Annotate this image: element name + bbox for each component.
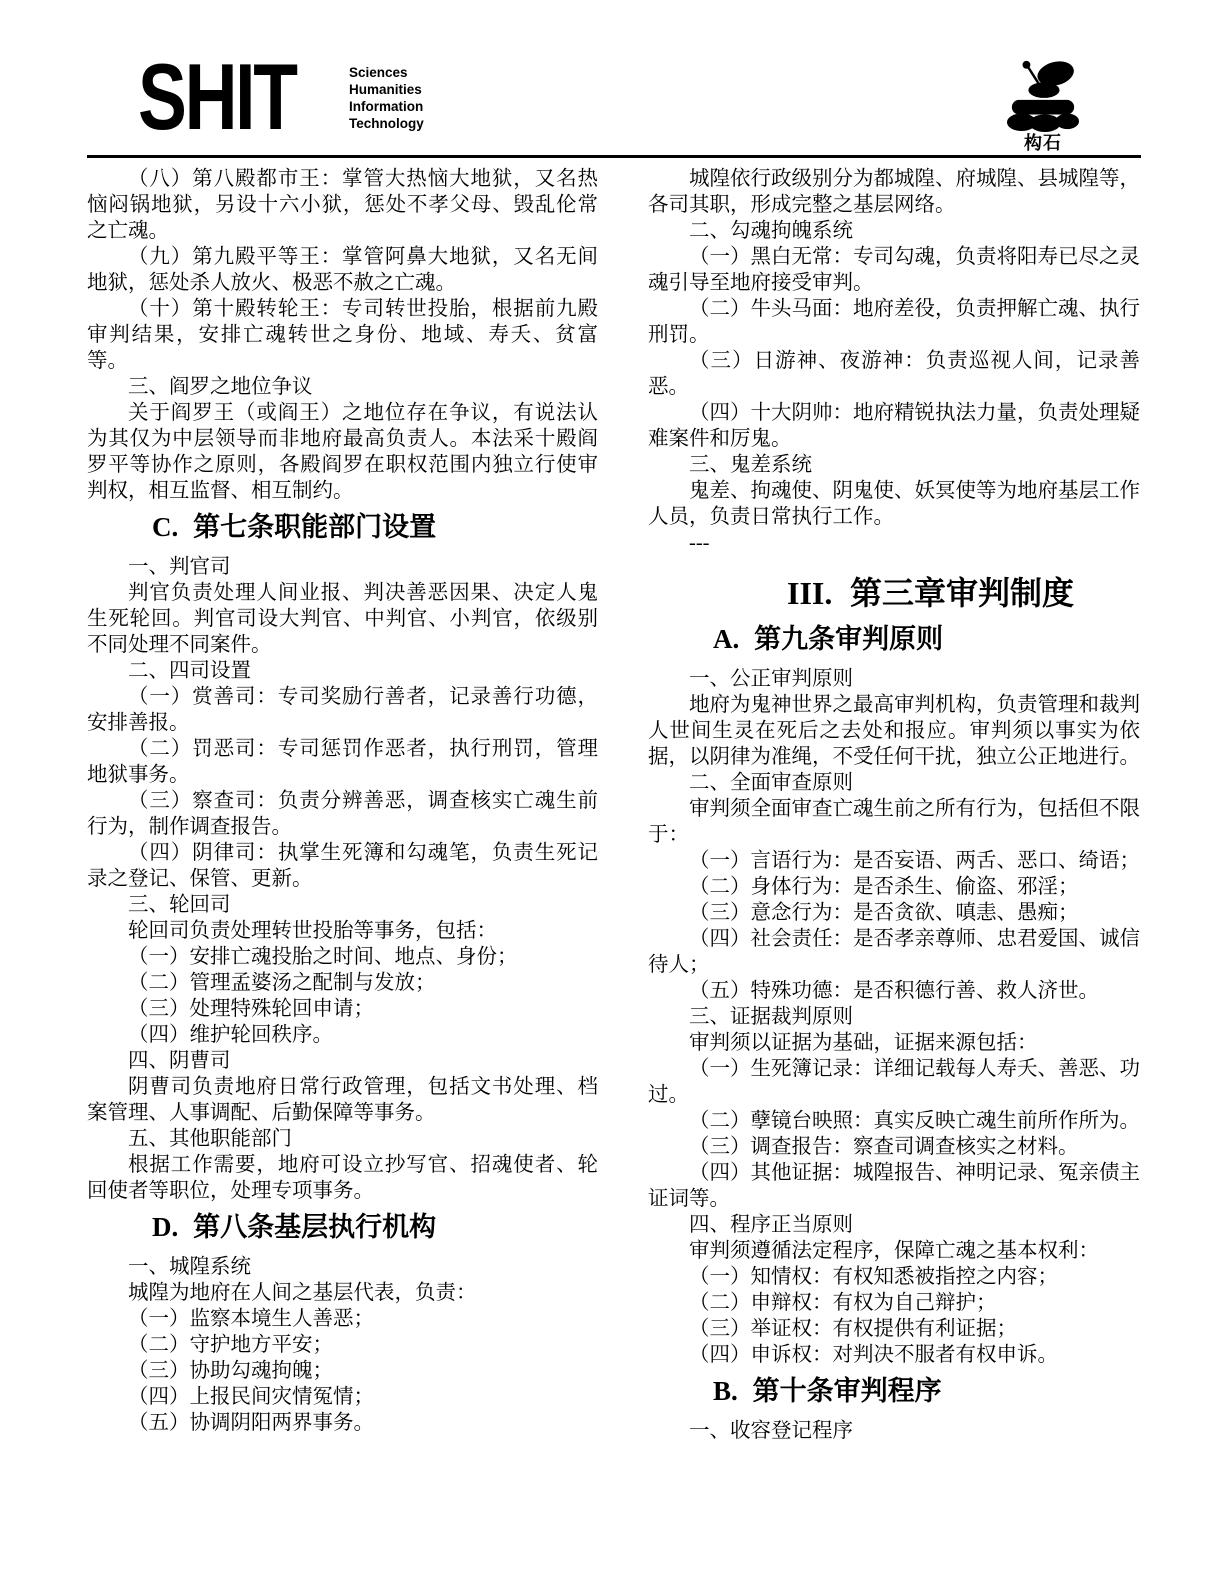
paragraph: （四）十大阴帅：地府精锐执法力量，负责处理疑难案件和厉鬼。: [648, 402, 1140, 450]
paragraph: （二）孽镜台映照：真实反映亡魂生前所作所为。: [689, 1110, 1140, 1132]
paragraph: 鬼差、拘魂使、阴鬼使、妖冥使等为地府基层工作人员，负责日常执行工作。: [648, 480, 1140, 528]
paragraph: 五、其他职能部门: [128, 1128, 292, 1150]
paragraph: 一、收容登记程序: [689, 1420, 853, 1442]
paragraph: （二）申辩权：有权为自己辩护；: [689, 1292, 997, 1314]
paragraph: （三）调查报告：察查司调查核实之材料。: [689, 1136, 1079, 1158]
heading-number: D.: [152, 1212, 179, 1242]
paragraph: （十）第十殿转轮王：专司转世投胎，根据前九殿审判结果，安排亡魂转世之身份、地域、寿夭、贫富等。: [87, 298, 598, 372]
org-logo-label: 构石: [1024, 133, 1062, 153]
paragraph: 三、阎罗之地位争议: [128, 376, 313, 398]
paragraph: 判官负责处理人间业报、判决善恶因果、决定人鬼生死轮回。判官司设大判官、中判官、小判官，依级别不同处理不同案件。: [87, 582, 598, 656]
paragraph: 二、全面审查原则: [689, 772, 853, 794]
paragraph: （四）维护轮回秩序。: [128, 1024, 333, 1046]
brand-subtitle-line: Technology: [349, 116, 424, 131]
brand-subtitle-line: Sciences: [349, 65, 408, 80]
heading-number: III.: [787, 575, 833, 611]
paragraph: 一、判官司: [128, 556, 231, 578]
paragraph: （三）协助勾魂拘魄；: [128, 1360, 333, 1382]
paragraph: 三、证据裁判原则: [689, 1006, 853, 1028]
brand-subtitle-line: Information: [349, 99, 424, 114]
heading-title: 第三章审判制度: [849, 575, 1074, 611]
paragraph: 三、轮回司: [128, 894, 231, 916]
paragraph: 关于阎罗王（或阎王）之地位存在争议，有说法认为其仅为中层领导而非地府最高负责人。本法采十殿阎罗平等协作之原则，各殿阎罗在职权范围内独立行使审判权，相互监督、相互制约。: [87, 402, 598, 502]
paragraph: （三）察查司：负责分辨善恶，调查核实亡魂生前行为，制作调查报告。: [87, 790, 598, 838]
paragraph: （三）举证权：有权提供有利证据；: [689, 1318, 1017, 1340]
column-left: [87, 166, 598, 1436]
paragraph: （四）上报民间灾情冤情；: [128, 1386, 374, 1408]
heading-number: A.: [713, 624, 740, 654]
section-heading: [648, 1374, 1140, 1408]
paragraph: 二、勾魂拘魄系统: [689, 220, 853, 242]
paragraph: （三）意念行为：是否贪欲、嗔恚、愚痴；: [689, 902, 1079, 924]
paragraph: 审判须遵循法定程序，保障亡魂之基本权利：: [689, 1240, 1099, 1262]
paragraph: （一）言语行为：是否妄语、两舌、恶口、绮语；: [689, 850, 1140, 872]
paragraph: （五）特殊功德：是否积德行善、救人济世。: [689, 980, 1099, 1002]
section-heading: [87, 510, 598, 544]
header-divider: [87, 155, 1141, 158]
column-right: [648, 166, 1140, 1444]
paragraph: （一）安排亡魂投胎之时间、地点、身份；: [128, 946, 518, 968]
paragraph: （四）社会责任：是否孝亲尊师、忠君爱国、诚信待人；: [648, 928, 1140, 976]
paragraph: （四）阴律司：执掌生死簿和勾魂笔，负责生死记录之登记、保管、更新。: [87, 842, 598, 890]
paragraph: （一）生死簿记录：详细记载每人寿夭、善恶、功过。: [648, 1058, 1140, 1106]
org-logo: [998, 58, 1088, 153]
paragraph: （二）罚恶司：专司惩罚作恶者，执行刑罚，管理地狱事务。: [87, 738, 598, 786]
heading-title: 第八条基层执行机构: [193, 1212, 437, 1242]
brand-subtitle: [349, 64, 424, 132]
paragraph: 地府为鬼神世界之最高审判机构，负责管理和裁判人世间生灵在死后之去处和报应。审判须以事实为依据，以阴律为准绳，不受任何干扰，独立公正地进行。: [648, 694, 1140, 768]
paragraph: （三）日游神、夜游神：负责巡视人间，记录善恶。: [648, 350, 1140, 398]
paragraph: 审判须以证据为基础，证据来源包括：: [689, 1032, 1038, 1054]
paragraph: ---: [689, 532, 710, 554]
paragraph: 城隍为地府在人间之基层代表，负责：: [128, 1282, 477, 1304]
paragraph: （五）协调阴阳两界事务。: [128, 1412, 374, 1434]
paragraph: 一、公正审判原则: [689, 668, 853, 690]
heading-title: 第九条审判原则: [754, 624, 944, 654]
paragraph: （二）管理孟婆汤之配制与发放；: [128, 972, 436, 994]
paragraph: 四、程序正当原则: [689, 1214, 853, 1236]
paragraph: （九）第九殿平等王：掌管阿鼻大地狱，又名无间地狱，惩处杀人放火、极恶不赦之亡魂。: [87, 246, 598, 294]
paragraph: 根据工作需要，地府可设立抄写官、招魂使者、轮回使者等职位，处理专项事务。: [87, 1154, 598, 1202]
paragraph: （八）第八殿都市王：掌管大热恼大地狱，又名热恼闷锅地狱，另设十六小狱，惩处不孝父母、毁乱伦常之亡魂。: [87, 168, 598, 242]
section-heading: [87, 1210, 598, 1244]
paragraph: 审判须全面审查亡魂生前之所有行为，包括但不限于：: [648, 798, 1140, 846]
paragraph: 阴曹司负责地府日常行政管理，包括文书处理、档案管理、人事调配、后勤保障等事务。: [87, 1076, 598, 1124]
heading-number: C.: [152, 512, 179, 542]
heading-title: 第十条审判程序: [752, 1376, 942, 1406]
paragraph: （三）处理特殊轮回申请；: [128, 998, 374, 1020]
paragraph: 轮回司负责处理转世投胎等事务，包括：: [128, 920, 497, 942]
paragraph: 四、阴曹司: [128, 1050, 231, 1072]
paragraph: 一、城隍系统: [128, 1256, 251, 1278]
section-heading: [648, 622, 1140, 656]
paragraph: 二、四司设置: [128, 660, 251, 682]
paragraph: （二）身体行为：是否杀生、偷盗、邪淫；: [689, 876, 1079, 898]
paragraph: （四）申诉权：对判决不服者有权申诉。: [689, 1344, 1058, 1366]
brand-wordmark: SHIT: [138, 44, 296, 149]
heading-number: B.: [713, 1376, 738, 1406]
paragraph: （二）牛头马面：地府差役，负责押解亡魂、执行刑罚。: [648, 298, 1140, 346]
paragraph: 城隍依行政级别分为都城隍、府城隍、县城隍等，各司其职，形成完整之基层网络。: [648, 168, 1140, 216]
paragraph: （一）黑白无常：专司勾魂，负责将阳寿已尽之灵魂引导至地府接受审判。: [648, 246, 1140, 294]
paragraph: （二）守护地方平安；: [128, 1334, 333, 1356]
rock-pile-icon: [1000, 58, 1086, 132]
paragraph: （四）其他证据：城隍报告、神明记录、冤亲债主证词等。: [648, 1162, 1140, 1210]
brand-subtitle-line: Humanities: [349, 82, 422, 97]
paragraph: （一）知情权：有权知悉被指控之内容；: [689, 1266, 1058, 1288]
paragraph: （一）赏善司：专司奖励行善者，记录善行功德，安排善报。: [87, 686, 598, 734]
chapter-heading: [648, 572, 1140, 614]
heading-title: 第七条职能部门设置: [193, 512, 437, 542]
paragraph: 三、鬼差系统: [689, 454, 812, 476]
paragraph: （一）监察本境生人善恶；: [128, 1308, 374, 1330]
